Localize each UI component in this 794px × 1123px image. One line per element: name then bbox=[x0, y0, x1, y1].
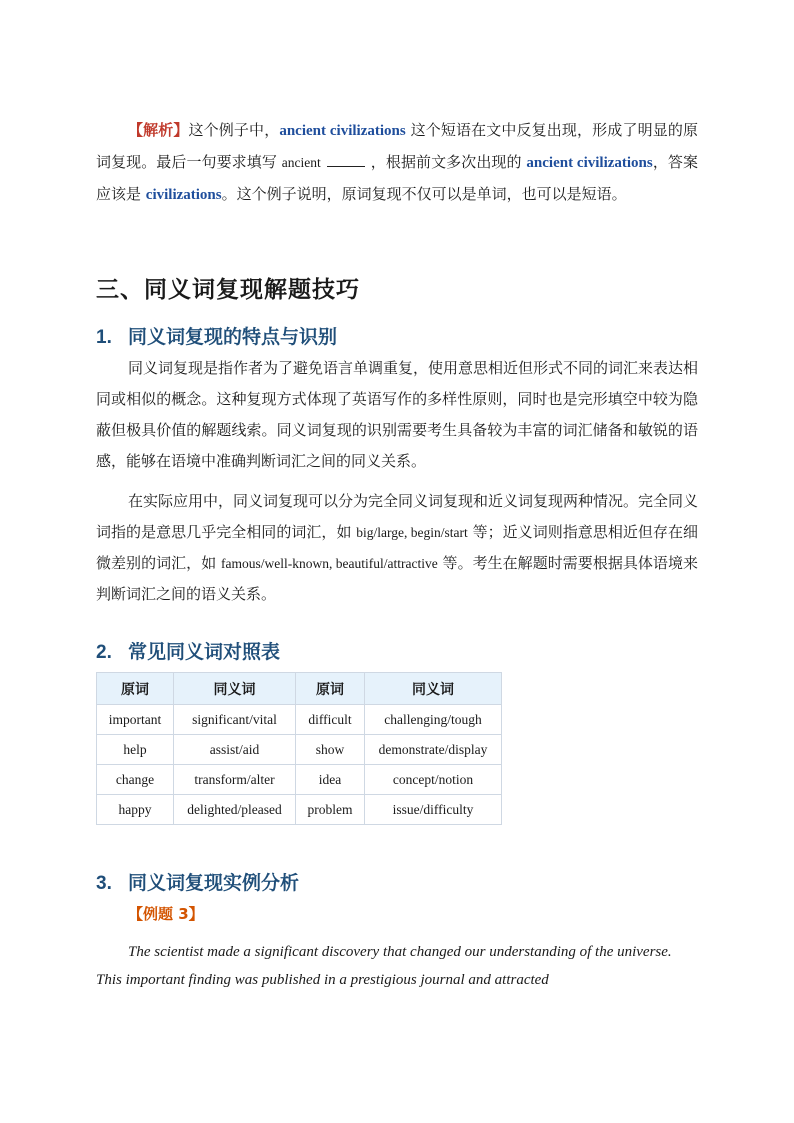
example-tag: 【例题 3】 bbox=[128, 905, 204, 923]
section-title: 三、同义词复现解题技巧 bbox=[96, 277, 360, 303]
table-cell: help bbox=[97, 735, 174, 765]
subsection-number: 1. bbox=[96, 327, 112, 348]
table-row bbox=[97, 765, 502, 795]
analysis-text-4: ，答案应该是 bbox=[96, 153, 698, 203]
table-cell: happy bbox=[97, 795, 174, 825]
subsection-heading: 同义词复现实例分析 bbox=[128, 872, 300, 894]
examples-near-synonyms: famous/well-known, beautiful/attractive bbox=[221, 556, 438, 571]
paragraph-text: 同义词复现是指作者为了避免语言单调重复，使用意思相近但形式不同的词汇来表达相同或相似的概念。这种复现方式体现了英语写作的多样性原则，同时也是完形填空中较为隐蔽但极具价值的解题线索。同义词复现的识别需要考生具备较为丰富的词汇储备和敏锐的语感，能够在语境中准确判断词汇之间的同义关系。 bbox=[96, 359, 699, 470]
analysis-text-5: 。这个例子说明，原词复现不仅可以是单词，也可以是短语。 bbox=[221, 185, 627, 203]
examples-exact-synonyms: big/large, begin/start bbox=[356, 525, 468, 540]
analysis-text-2: 这个短语在文中反复出现，形成了明显的原词复现。最后一句要求填写 bbox=[96, 121, 698, 171]
table-row bbox=[97, 705, 502, 735]
column-header: 同义词 bbox=[174, 673, 296, 705]
subsection-heading: 同义词复现的特点与识别 bbox=[128, 326, 338, 348]
table-cell: transform/alter bbox=[174, 765, 296, 795]
table-cell: assist/aid bbox=[174, 735, 296, 765]
analysis-tag: 【解析】 bbox=[128, 121, 189, 139]
table-cell: demonstrate/display bbox=[365, 735, 502, 765]
subsection-heading: 常见同义词对照表 bbox=[128, 641, 281, 663]
subsection-number: 3. bbox=[96, 873, 112, 894]
analysis-text-3: ，根据前文多次出现的 bbox=[370, 153, 527, 171]
column-header: 原词 bbox=[97, 673, 174, 705]
table-cell: delighted/pleased bbox=[174, 795, 296, 825]
table-header-row bbox=[97, 673, 502, 705]
subsection-title-2 bbox=[96, 637, 280, 664]
table-cell: change bbox=[97, 765, 174, 795]
subsection-title-1 bbox=[96, 322, 337, 349]
table-cell: idea bbox=[296, 765, 365, 795]
column-header: 原词 bbox=[296, 673, 365, 705]
analysis-text-1: 这个例子中， bbox=[188, 121, 280, 139]
analysis-paragraph bbox=[96, 115, 698, 211]
paragraph-types bbox=[96, 486, 698, 610]
table-cell: issue/difficulty bbox=[365, 795, 502, 825]
table-cell: challenging/tough bbox=[365, 705, 502, 735]
synonym-table bbox=[96, 672, 502, 825]
types-text-1: 在实际应用中，同义词复现可以分为完全同义词复现和近义词复现两种情况。完全同义词指的是意思几乎完全相同的词汇，如 bbox=[96, 492, 699, 541]
table-row bbox=[97, 795, 502, 825]
table-cell: problem bbox=[296, 795, 365, 825]
analysis-english-ancient: ancient bbox=[281, 155, 321, 170]
types-text-3: 等。考生在解题时需要根据具体语境来判断词汇之间的语义关系。 bbox=[96, 554, 698, 603]
table-cell: important bbox=[97, 705, 174, 735]
subsection-number: 2. bbox=[96, 642, 112, 663]
table-cell: show bbox=[296, 735, 365, 765]
keyword-civilizations: civilizations bbox=[145, 187, 222, 203]
paragraph-definition bbox=[96, 353, 698, 477]
column-header: 同义词 bbox=[365, 673, 502, 705]
keyword-ancient-civilizations-2: ancient civilizations bbox=[526, 155, 653, 171]
table-cell: concept/notion bbox=[365, 765, 502, 795]
keyword-ancient-civilizations: ancient civilizations bbox=[279, 123, 406, 139]
example-passage: The scientist made a significant discovery that changed our understanding of the universe. This important finding was published in a prestigious journal and attracted bbox=[96, 944, 672, 988]
subsection-title-3 bbox=[96, 868, 299, 895]
types-text-2: 等；近义词则指意思相近但存在细微差别的词汇，如 bbox=[96, 523, 698, 572]
table-cell: difficult bbox=[296, 705, 365, 735]
table-row bbox=[97, 735, 502, 765]
table-cell: significant/vital bbox=[174, 705, 296, 735]
fill-blank bbox=[327, 154, 365, 167]
